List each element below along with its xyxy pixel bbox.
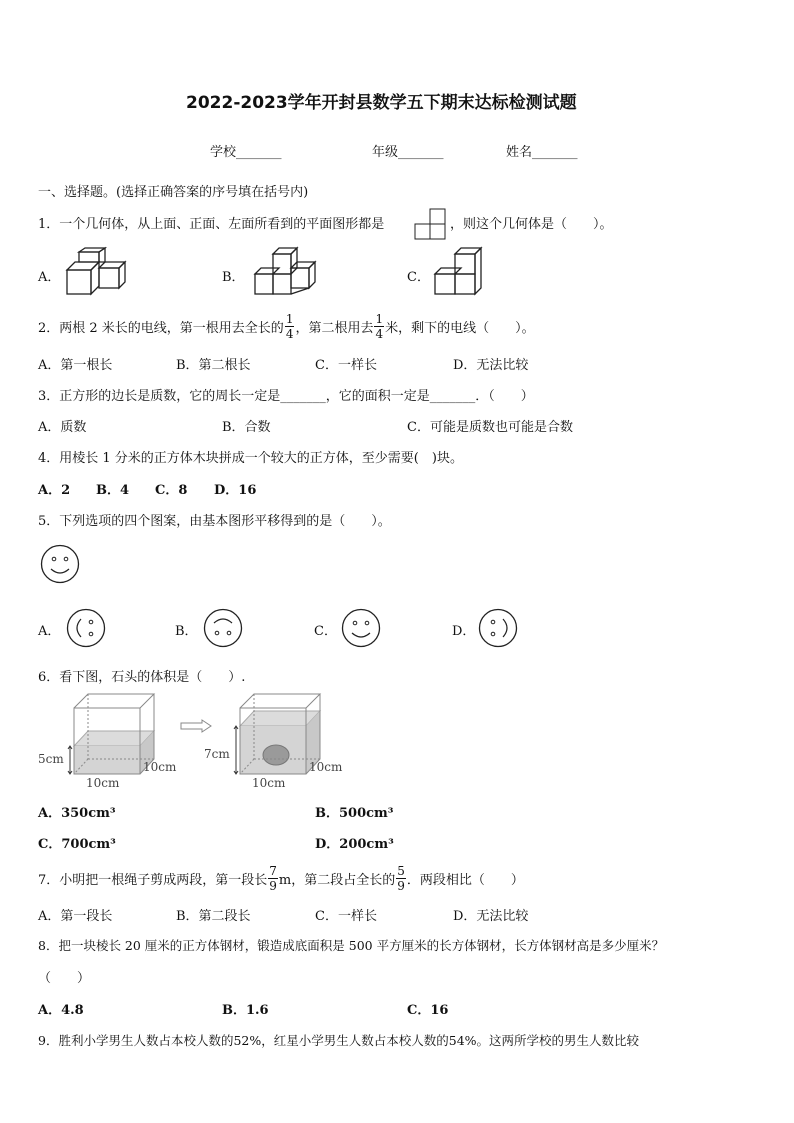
question-2-text-b: ，第二根用去 [295, 320, 374, 336]
fraction-one-quarter-2 [374, 313, 384, 340]
smiley-upright-icon [341, 608, 381, 648]
q5-option-d-label[interactable]: D． [452, 624, 476, 639]
cube-stack-b-icon [253, 248, 317, 298]
fraction-denominator: 9 [397, 878, 405, 893]
q6-option-b[interactable]: B．500cm³ [315, 806, 394, 821]
q2-option-c[interactable]: C．一样长 [315, 358, 377, 373]
q2-option-b[interactable]: B．第二根长 [176, 358, 251, 373]
q8-option-b[interactable]: B．1.6 [222, 1003, 269, 1018]
cube-stack-c-icon [433, 248, 483, 298]
q2-option-a[interactable]: A．第一根长 [38, 358, 113, 373]
q4-option-a[interactable]: A．2 [38, 483, 71, 498]
q1-option-b-label[interactable]: B． [222, 270, 245, 285]
fraction-denominator: 4 [285, 326, 294, 341]
q1-option-a-label[interactable]: A． [38, 270, 61, 285]
q6-option-c[interactable]: C．700cm³ [38, 837, 116, 852]
question-8-text: 8．把一块棱长 20 厘米的正方体钢材，锻造成底面积是 500 平方厘米的长方体钢材，长方体钢材高是多少厘米？ [38, 938, 665, 953]
q6-option-a[interactable]: A．350cm³ [38, 806, 116, 821]
smiley-upside-down-icon [203, 608, 243, 648]
q3-option-a[interactable]: A．质数 [38, 420, 87, 435]
q4-option-d[interactable]: D．16 [214, 483, 257, 498]
smiley-face-icon [40, 544, 80, 584]
question-9-text: 9．胜利小学男生人数占本校人数的52%，红星小学男生人数占本校人数的54%。这两所学校的男生人数比较 [38, 1033, 640, 1048]
smiley-rotated-right-icon [478, 608, 518, 648]
q5-option-a-label[interactable]: A． [38, 624, 61, 639]
question-2-text-c: 米，剩下的电线（ ）。 [385, 320, 535, 336]
q4-option-b[interactable]: B．4 [96, 483, 130, 498]
fraction-seven-ninths [268, 865, 278, 892]
cube-stack-a-icon [65, 248, 127, 298]
page-title: 2022-2023学年开封县数学五下期末达标检测试题 [186, 93, 577, 113]
q7-option-d[interactable]: D．无法比较 [453, 909, 529, 924]
question-1-text-a: 1．一个几何体，从上面、正面、左面所看到的平面图形都是 [38, 217, 385, 232]
right-width-label: 10cm [309, 760, 343, 774]
q5-option-c-label[interactable]: C． [314, 624, 337, 639]
fraction-denominator: 4 [375, 326, 384, 341]
grade-field[interactable]: 年级_______ [372, 145, 444, 160]
section-heading: 一、选择题。(选择正确答案的序号填在括号内) [38, 185, 309, 200]
q2-option-d[interactable]: D．无法比较 [453, 358, 529, 373]
fraction-numerator: 7 [269, 863, 277, 878]
q1-option-c-label[interactable]: C． [407, 270, 430, 285]
question-7-text-b: m，第二段占全长的 [278, 872, 396, 888]
question-7-text-c: ．两段相比（ ） [406, 872, 524, 888]
question-4-text: 4．用棱长 1 分米的正方体木块拼成一个较大的正方体，至少需要( )块。 [38, 451, 463, 466]
q8-option-a[interactable]: A．4.8 [38, 1003, 84, 1018]
fraction-numerator: 5 [397, 863, 405, 878]
q6-option-d[interactable]: D．200cm³ [315, 837, 394, 852]
q4-option-c[interactable]: C．8 [155, 483, 188, 498]
right-length-label: 10cm [252, 776, 286, 790]
school-field[interactable]: 学校_______ [210, 145, 282, 160]
smiley-rotated-left-icon [66, 608, 106, 648]
fraction-five-ninths [396, 865, 406, 892]
q8-option-c[interactable]: C．16 [407, 1003, 449, 1018]
left-width-label: 10cm [143, 760, 177, 774]
question-2-text-a: 2．两根 2 米长的电线，第一根用去全长的 [38, 320, 284, 336]
question-7 [38, 858, 524, 898]
name-field[interactable]: 姓名_______ [506, 145, 578, 160]
three-square-view-icon [414, 208, 446, 240]
question-3-text: 3．正方形的边长是质数，它的周长一定是_______，它的面积一定是_______．（ ） [38, 389, 534, 404]
q5-option-b-label[interactable]: B． [175, 624, 198, 639]
left-length-label: 10cm [86, 776, 120, 790]
question-7-text-a: 7．小明把一根绳子剪成两段，第一段长 [38, 872, 268, 888]
q7-option-a[interactable]: A．第一段长 [38, 909, 113, 924]
fraction-numerator: 1 [285, 311, 294, 326]
q7-option-c[interactable]: C．一样长 [315, 909, 377, 924]
fraction-numerator: 1 [375, 311, 384, 326]
question-6-text: 6．看下图，石头的体积是（ ）. [38, 670, 246, 685]
question-5-text: 5．下列选项的四个图案，由基本图形平移得到的是（ ）。 [38, 514, 391, 529]
left-height-label: 5cm [38, 752, 64, 766]
fraction-one-quarter-1 [285, 313, 295, 340]
q3-option-c[interactable]: C．可能是质数也可能是合数 [407, 420, 573, 435]
question-2 [38, 306, 535, 346]
question-1-text-b: ，则这个几何体是（ ）。 [450, 217, 613, 232]
right-height-label: 7cm [204, 747, 230, 761]
q3-option-b[interactable]: B．合数 [222, 420, 271, 435]
fraction-denominator: 9 [269, 878, 277, 893]
q7-option-b[interactable]: B．第二段长 [176, 909, 251, 924]
question-8-blank: （ ） [38, 971, 91, 986]
